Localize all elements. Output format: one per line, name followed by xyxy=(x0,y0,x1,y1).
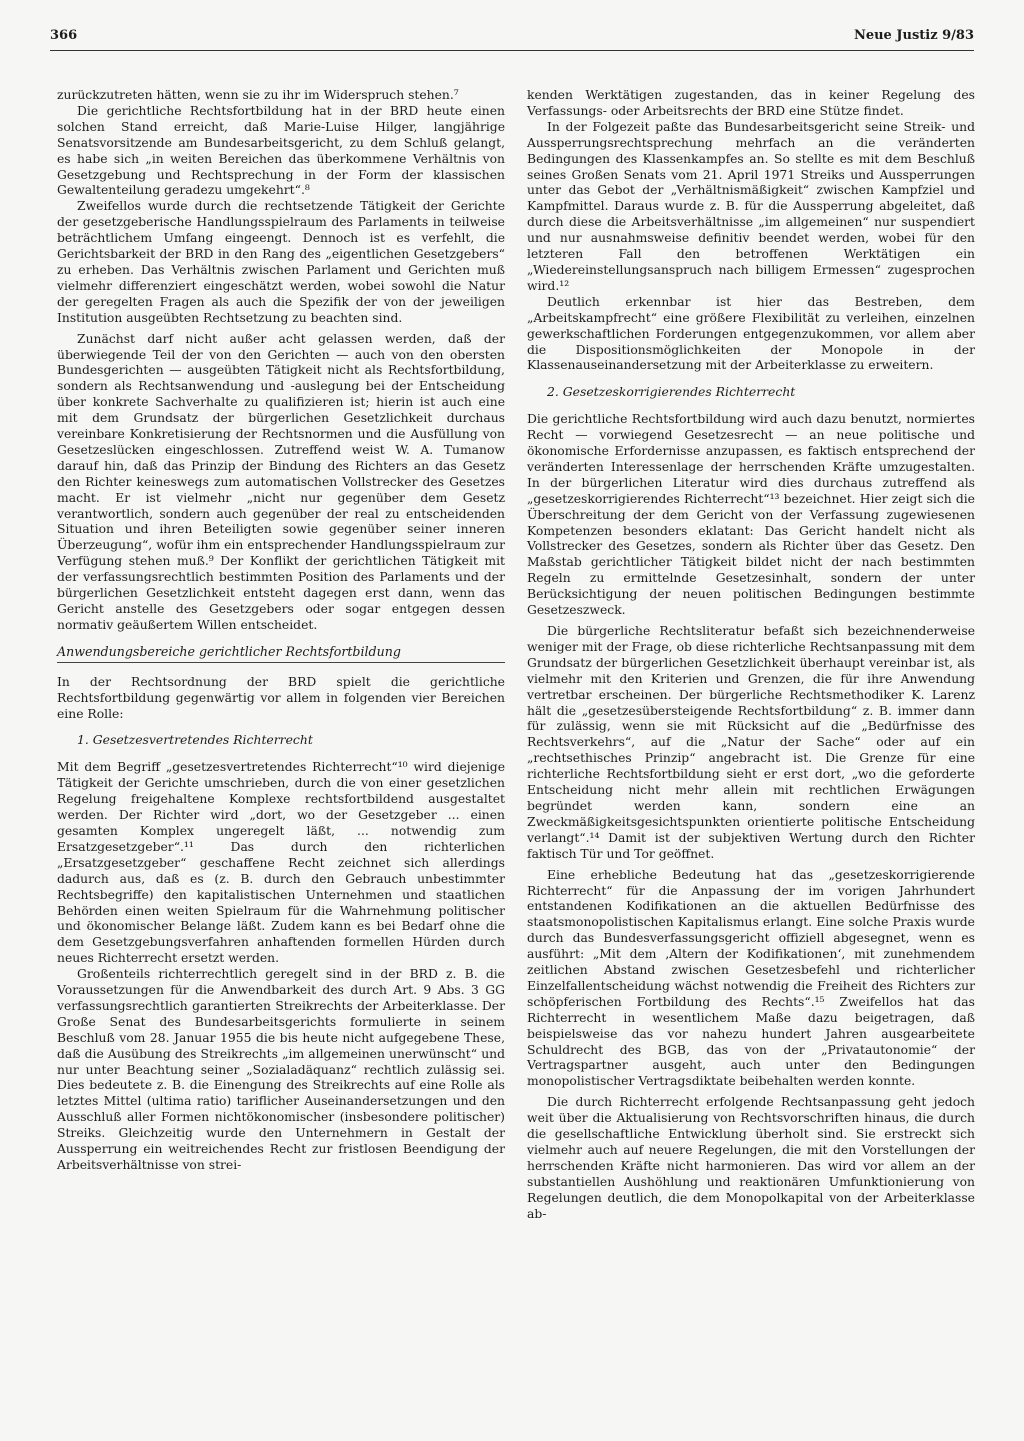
paragraph: In der Folgezeit paßte das Bundesarbeitsgericht seine Streik- und Aussperrungsrechtsprechung mehrfach an die veränderten Bedingungen des Klassenkampfes an. So stellte es mit dem Beschluß seines Großen Senats vom 21. April 1971 Streiks und Aussperrungen unter das Gebot der „Verhältnismäßigkeit“ zwischen Kampfziel und Kampfmittel. Daraus wurde z. B. für die Aussperrung abgeleitet, daß durch diese die Arbeitsverhältnisse „im allgemeinen“ nur suspendiert und nur ausnahmsweise definitiv beendet werden, wobei für den letzteren Fall den betroffenen Werktätigen ein „Wiedereinstellungsanspruch nach billigem Ermessen“ zugesprochen wird.¹² xyxy=(527,119,975,293)
paragraph: In der Rechtsordnung der BRD spielt die gerichtliche Rechtsfortbildung gegenwärtig vor allem in folgenden vier Bereichen eine Rolle: xyxy=(57,674,505,721)
sub-heading: 2. Gesetzeskorrigierendes Richterrecht xyxy=(547,384,796,400)
sub-heading: 1. Gesetzesvertretendes Richterrecht xyxy=(77,732,313,748)
right-column xyxy=(527,88,975,1223)
paragraph: Zweifellos wurde durch die rechtsetzende Tätigkeit der Gerichte der gesetzgeberische Handlungsspielraum des Parlaments in teilweise beträchtlichem Umfang eingeengt. Dennoch ist es verfehlt, die Gerichtsbarkeit der BRD in den Rang des „eigentlichen Gesetzgebers“ zu erheben. Das Verhältnis zwischen Parlament und Gerichten muß vielmehr differenziert eingeschätzt werden, wobei sowohl die Natur der geregelten Fragen als auch die Spezifik der von der jeweiligen Institution ausgeübten Rechtsetzung zu beachten sind. xyxy=(57,199,505,325)
paragraph: Die bürgerliche Rechtsliteratur befaßt sich bezeichnenderweise weniger mit der Frage, ob diese richterliche Rechtsanpassung mit dem Grundsatz der bürgerlichen Gesetzlichkeit überhaupt vereinbar ist, als vielmehr mit den Kriterien und Grenzen, die für ihre Anwendung vertretbar erscheinen. Der bürgerliche Rechtsmethodiker K. Larenz hält die „gesetzesübersteigende Rechtsfortbildung“ z. B. immer dann für zulässig, wenn sie mit Rücksicht auf die „Bedürfnisse des Rechtsverkehrs“, auf die „Natur der Sache“ oder auf ein „rechtsethisches Prinzip“ angebracht ist. Die Grenze für eine richterliche Rechtsfortbildung sieht er erst dort, „wo die geforderte Entscheidung nicht mehr allein mit rechtlichen Erwägungen begründet werden kann, sondern eine an Zweckmäßigkeitsgesichtspunkten orientierte politische Entscheidung verlangt“.¹⁴ Damit ist der subjektiven Wertung durch den Richter faktisch Tür und Tor geöffnet. xyxy=(527,624,975,861)
paragraph: Zunächst darf nicht außer acht gelassen werden, daß der überwiegende Teil der von den Gerichten — auch von den obersten Bundesgerichten — ausgeübten Tätigkeit nicht als Rechtsfortbildung, sondern als Rechtsanwendung und -auslegung bei der Entscheidung über konkrete Sachverhalte zu qualifizieren ist; hierin ist auch eine mit dem Grundsatz der bürgerlichen Gesetzlichkeit durchaus vereinbare Konkretisierung der Rechtsnormen und die Ausfüllung von Gesetzeslücken eingeschlossen. Zutreffend weist W. A. Tumanow darauf hin, daß das Prinzip der Bindung des Richters an das Gesetz den Richter keineswegs zum automatischen Vollstrecker des Gesetzes macht. Er ist vielmehr „nicht nur gegenüber dem Gesetz verantwortlich, sondern auch gegenüber der real zu entscheidenden Situation und ihren Beteiligten sowie gegenüber seiner inneren Überzeugung“, wofür ihm ein entsprechender Handlungsspielraum zur Verfügung stehen muß.⁹ Der Konflikt der gerichtlichen Tätigkeit mit der verfassungsrechtlich bestimmten Position des Parlaments und der bürgerlichen Gesetzlichkeit entsteht dagegen erst dann, wenn das Gericht anstelle des Gesetzgebers oder sogar entgegen dessen normativ geäußertem Willen entscheidet. xyxy=(57,331,505,632)
section-heading: Anwendungsbereiche gerichtlicher Rechtsfortbildung xyxy=(57,644,505,663)
paragraph: kenden Werktätigen zugestanden, das in keiner Regelung des Verfassungs- oder Arbeitsrechts der BRD eine Stütze findet. xyxy=(527,88,975,118)
page-header xyxy=(50,24,974,51)
paragraph: Die gerichtliche Rechtsfortbildung hat in der BRD heute einen solchen Stand erreicht, daß Marie-Luise Hilger, langjährige Senatsvorsitzende am Bundesarbeitsgericht, zu dem Schluß gelangt, es habe sich „in weiten Bereichen das überkommene Verhältnis von Gesetzgebung und Rechtsprechung in der Form der klassischen Gewaltenteilung geradezu umgekehrt“.⁸ xyxy=(57,103,505,198)
paragraph: Die durch Richterrecht erfolgende Rechtsanpassung geht jedoch weit über die Aktualisierung von Rechtsvorschriften hinaus, die durch die gesellschaftliche Entwicklung überholt sind. Sie erstreckt sich vielmehr auch auf neuere Regelungen, die mit den Vorstellungen der herrschenden Kräfte nicht harmonieren. Das wird vor allem an der substantiellen Aushöhlung und reaktionären Umfunktionierung von Regelungen deutlich, die dem Monopolkapital von der Arbeiterklasse ab- xyxy=(527,1095,975,1221)
paragraph: Eine erhebliche Bedeutung hat das „gesetzeskorrigierende Richterrecht“ für die Anpassung der im vorigen Jahrhundert entstandenen Kodifikationen an die aktuellen Bedürfnisse des staatsmonopolistischen Kapitalismus erlangt. Eine solche Praxis wurde durch das Bundesverfassungsgericht offiziell abgesegnet, wenn es ausführt: „Mit dem ‚Altern der Kodifikationen‘, mit zunehmendem zeitlichen Abstand zwischen Gesetzesbefehl und richterlicher Einzelfallentscheidung wächst notwendig die Freiheit des Richters zur schöpferischen Fortbildung des Rechts“.¹⁵ Zweifellos hat das Richterrecht in wesentlichem Maße dazu beigetragen, daß beispielsweise das vor nahezu hundert Jahren ausgearbeitete Schuldrecht des BGB, das von der „Privatautonomie“ der Vertragspartner ausgeht, auch unter den Bedingungen monopolistischer Vertragsdiktate beibehalten werden konnte. xyxy=(527,867,975,1089)
paragraph: Großenteils richterrechtlich geregelt sind in der BRD z. B. die Voraussetzungen für die Anwendbarkeit des durch Art. 9 Abs. 3 GG verfassungsrechtlich garantierten Streikrechts der Arbeiterklasse. Der Große Senat des Bundesarbeitsgerichts formulierte in seinem Beschluß vom 28. Januar 1955 die bis heute nicht aufgegebene These, daß die Ausübung des Streikrechts „im allgemeinen unerwünscht“ und nur unter Beachtung seiner „Sozialadäquanz“ rechtlich zulässig sei. Dies bedeutete z. B. die Einengung des Streikrechts auf eine Rolle als letztes Mittel (ultima ratio) tariflicher Auseinandersetzungen und den Ausschluß aller Formen nichtökonomischer (insbesondere politischer) Streiks. Gleichzeitig wurde den Unternehmern in Gestalt der Aussperrung ein weitreichendes Recht zur fristlosen Beendigung der Arbeitsverhältnisse von strei- xyxy=(57,967,505,1172)
paragraph: zurückzutreten hätten, wenn sie zu ihr im Widerspruch stehen.⁷ xyxy=(57,88,459,102)
left-column xyxy=(57,88,505,1174)
paragraph: Deutlich erkennbar ist hier das Bestreben, dem „Arbeitskampfrecht“ eine größere Flexibilität zu verleihen, einzelnen gewerkschaftlichen Forderungen entgegenzukommen, vor allem aber die Dispositionsmöglichkeiten der Monopole in der Klassenauseinandersetzung mit der Arbeiterklasse zu erweitern. xyxy=(527,294,975,373)
paragraph: Mit dem Begriff „gesetzesvertretendes Richterrecht“¹⁰ wird diejenige Tätigkeit der Gerichte umschrieben, durch die von einer gesetzlichen Regelung freigehaltene Komplexe rechtsfortbildend ausgestaltet werden. Der Richter wird „dort, wo der Gesetzgeber ... einen gesamten Komplex ungeregelt läßt, ... notwendig zum Ersatzgesetzgeber“.¹¹ Das durch den richterlichen „Ersatzgesetzgeber“ geschaffene Recht zeichnet sich allerdings dadurch aus, daß es (z. B. durch den Gebrauch unbestimmter Rechtsbegriffe) den kapitalistischen Unternehmen und staatlichen Behörden einen weiten Spielraum für die Wahrnehmung politischer und ökonomischer Belange läßt. Zudem kann es bei Bedarf ohne die dem Gesetzgebungsverfahren anhaftenden formellen Hürden durch neues Richterrecht ersetzt werden. xyxy=(57,760,505,966)
page-number: 366 xyxy=(50,28,78,43)
journal-name: Neue Justiz 9/83 xyxy=(853,28,974,43)
paragraph: Die gerichtliche Rechtsfortbildung wird auch dazu benutzt, normiertes Recht — vorwiegend Gesetzesrecht — an neue politische und ökonomische Erfordernisse anzupassen, es faktisch entsprechend der veränderten Interessenlage der herrschenden Kräfte umzugestalten. In der bürgerlichen Literatur wird dies durchaus zutreffend als „gesetzeskorrigierendes Richterrecht“¹³ bezeichnet. Hier zeigt sich die Überschreitung der dem Gericht von der Verfassung zugewiesenen Kompetenzen besonders eklatant: Das Gericht handelt nicht als Vollstrecker des Gesetzes, sondern als Richter über das Gesetz. Den Maßstab gerichtlicher Tätigkeit bildet nicht der nach bestimmten Regeln zu ermittelnde Gesetzesinhalt, sondern der unter Berücksichtigung der neuen politischen Bedingungen bestimmte Gesetzeszweck. xyxy=(527,412,975,618)
